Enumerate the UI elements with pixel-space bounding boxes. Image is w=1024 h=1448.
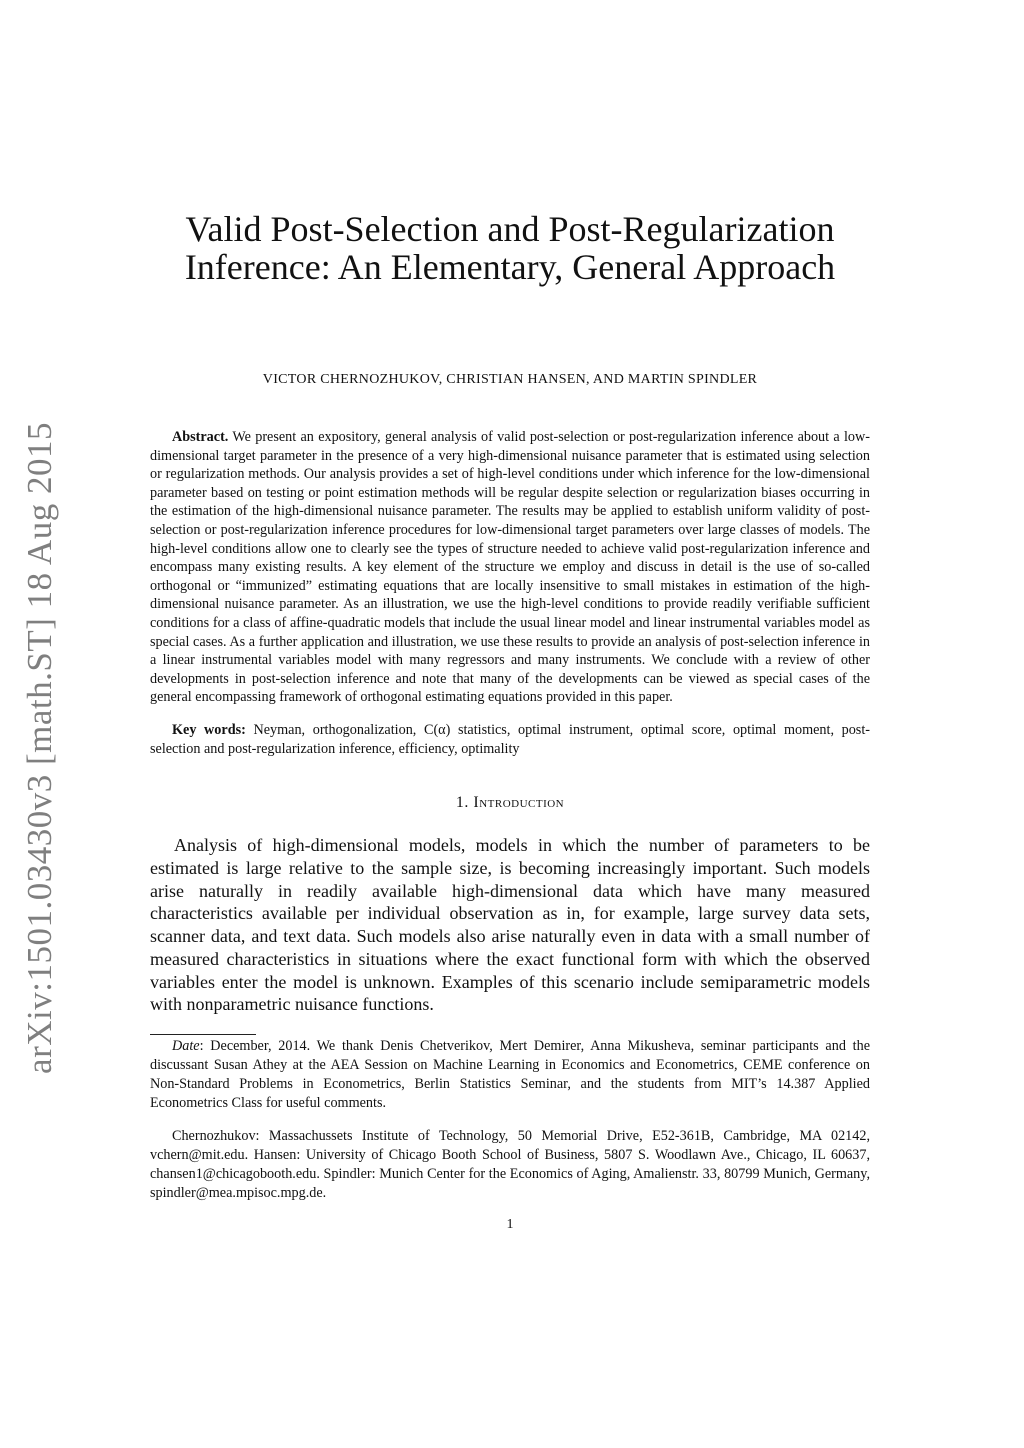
- abstract: [150, 428, 870, 707]
- introduction-paragraph: Analysis of high-dimensional models, models in which the number of parameters to be estimated is large relative to the sample size, is becoming increasingly important. Such models arise naturally in readily available high-dimensional data which have many measured characteristics available per individual observation as in, for example, large survey data sets, scanner data, and text data. Such models also arise naturally even in data with a small number of measured characteristics in situations where the exact functional form with which the observed variables enter the model is unknown. Examples of this scenario include semiparametric models with nonparametric nuisance functions.: [150, 835, 870, 1015]
- paper-page: [150, 210, 870, 1233]
- paper-title: [150, 210, 870, 286]
- section-number: 1.: [455, 794, 469, 812]
- section-heading-introduction: [150, 794, 870, 812]
- footnote-affiliations: Chernozhukov: Massachussets Institute of Technology, 50 Memorial Drive, E52-361B, Cambridge, MA 02142, vchern@mit.edu. Hansen: University of Chicago Booth School of Business, 5807 S. Woodlawn Ave., Chicago, IL 60637, chansen1@chicagobooth.edu. Spindler: Munich Center for the Economics of Aging, Amalienstr. 33, 80799 Munich, Germany, spindler@mea.mpisoc.mpg.de.: [150, 1128, 870, 1202]
- footnote-date-text: : December, 2014. We thank Denis Chetverikov, Mert Demirer, Anna Mikusheva, seminar participants and the discussant Susan Athey at the AEA Session on Machine Learning in Economics and Econometrics, CEME conference on Non-Standard Problems in Econometrics, Berlin Statistics Seminar, and the students from MIT’s 14.387 Applied Econometrics Class for useful comments.: [150, 1037, 870, 1111]
- keywords-label: Key words:: [172, 722, 246, 739]
- keywords-text: Neyman, orthogonalization, C(α) statistics, optimal instrument, optimal score, optimal moment, post-selection and post-regularization inference, efficiency, optimality: [150, 722, 870, 757]
- section-title: Introduction: [473, 794, 565, 812]
- arxiv-sidebar-stamp: [0, 0, 80, 1448]
- paper-title-line-2: Inference: An Elementary, General Approach: [184, 247, 836, 287]
- abstract-text: We present an expository, general analysis of valid post-selection or post-regularization inference about a low-dimensional target parameter in the presence of a very high-dimensional nuisance parameter that is estimated using selection or regularization methods. Our analysis provides a set of high-level conditions under which inference for the low-dimensional parameter based on testing or point estimation methods will be regular despite selection or regularization biases occurring in the estimation of the high-dimensional nuisance parameter. The results may be applied to establish uniform validity of post-selection or post-regularization inference procedures for low-dimensional target parameters over large classes of models. The high-level conditions allow one to clearly see the types of structure needed to achieve valid post-regularization inference and encompass many existing results. A key element of the structure we employ and discuss in detail is the use of so-called orthogonal or “immunized” estimating equations that are locally insensitive to small mistakes in estimation of the high-dimensional nuisance parameter. As an illustration, we use the high-level conditions to provide readily verifiable sufficient conditions for a class of affine-quadratic models that include the usual linear model and linear instrumental variables model as special cases. As a further application and illustration, we use these results to provide an analysis of post-selection inference in a linear instrumental variables model with many regressors and many instruments. We conclude with a review of other developments in post-selection inference and note that many of the developments can be viewed as special cases of the general encompassing framework of orthogonal estimating equations provided in this paper.: [150, 429, 870, 706]
- footnote-date-label: Date: [172, 1037, 200, 1054]
- footnote-divider: [150, 1034, 256, 1035]
- keywords: [150, 721, 870, 758]
- abstract-label: Abstract.: [172, 429, 229, 445]
- page-number: 1: [506, 1217, 514, 1233]
- arxiv-identifier: arXiv:1501.03430v3 [math.ST] 18 Aug 2015: [20, 422, 59, 1074]
- paper-title-line-1: Valid Post-Selection and Post-Regularization: [185, 209, 835, 249]
- author-list: VICTOR CHERNOZHUKOV, CHRISTIAN HANSEN, AND MARTIN SPINDLER: [262, 372, 758, 387]
- footnote-date: [150, 1037, 870, 1113]
